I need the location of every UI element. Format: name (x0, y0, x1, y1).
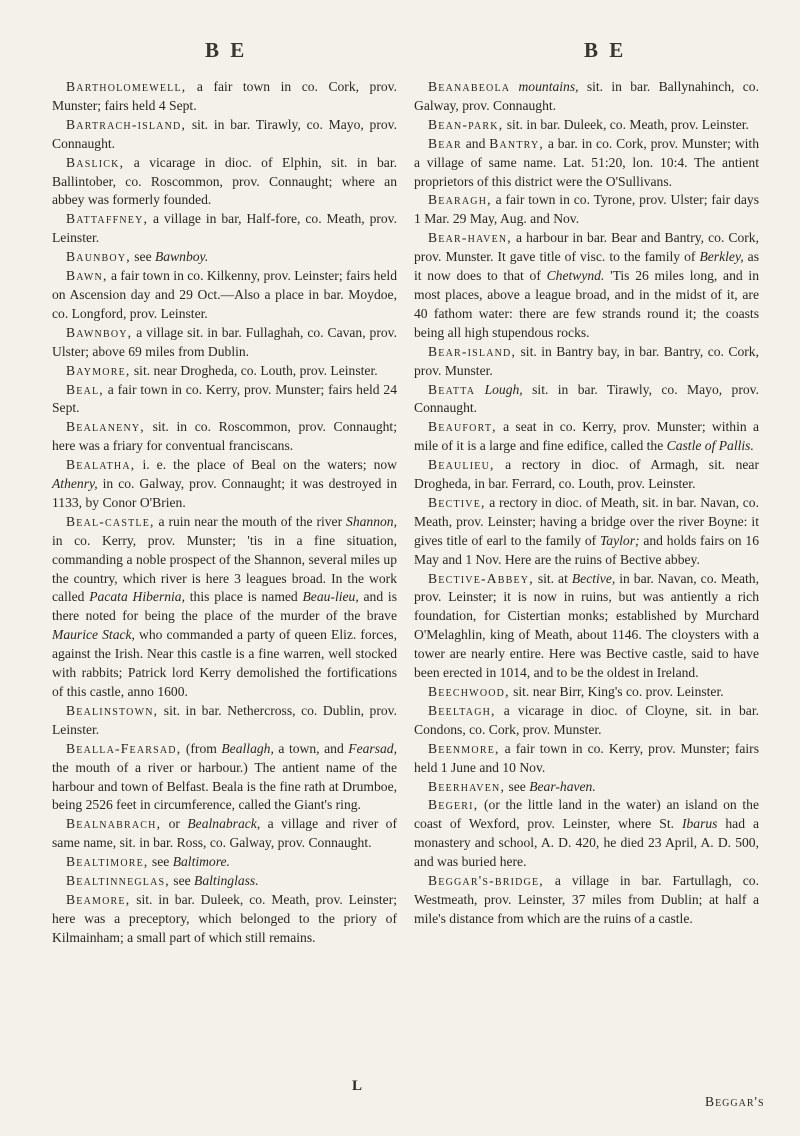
entry-text: a village sit. in bar. Fullaghah, co. Cavan, prov. Ulster; above 69 miles from Dublin. (52, 324, 397, 359)
entry-italic: Baltimore. (172, 854, 230, 870)
gazetteer-entry (414, 702, 759, 740)
entry-italic: Chetwynd. (546, 268, 605, 284)
gazetteer-entry (414, 740, 759, 778)
entry-text: (or the little land in the water) an island on the coast of Wexford, prov. Leinster, where St. (414, 797, 759, 832)
entry-text: a fair town in co. Kerry, prov. Munster; fairs held 24 Sept. (52, 381, 397, 416)
entry-italic: Berkley, (699, 249, 744, 265)
entry-text: in co. Galway, prov. Connaught; it was destroyed in 1133, by Conor O'Brien. (52, 476, 397, 510)
entry-headword: Beamore, (66, 891, 131, 907)
entry-headword: Beal-castle, (66, 513, 155, 529)
entry-italic: Lough, (484, 381, 523, 397)
entry-text: a rectory in dioc. of Meath, sit. in bar. Navan, co. Meath, prov. Leinster; having a bridge over the river Boyne: it gives title of earl to the family of (414, 494, 759, 548)
entry-italic: Pacata Hibernia, (89, 589, 185, 605)
entry-headword: Bawnboy, (66, 324, 133, 340)
entry-text: sit. in bar. Tirawly, co. Mayo, prov. Connaught. (52, 116, 397, 151)
entry-text: sit. in bar. Duleek, co. Meath, prov. Leinster; here was a preceptory, which belonged to the priory of Kilmainham; a small part of which still remains. (52, 891, 397, 945)
gazetteer-entry (52, 324, 397, 362)
entry-text: (from (181, 740, 222, 756)
entry-headword: Bealtimore, (66, 854, 149, 870)
entry-headword: Bartrach-island, (66, 116, 187, 132)
entry-text: a seat in co. Kerry, prov. Munster; within a mile of it is a large and fine edifice, called the (414, 419, 759, 454)
entry-headword: Bear-haven, (428, 230, 512, 246)
entry-italic: Baltinglass. (194, 873, 259, 889)
gazetteer-entry (52, 116, 397, 154)
entry-headword: Beanabeola (428, 79, 511, 94)
entry-text: a fair town in co. Tyrone, prov. Ulster; fair days 1 Mar. 29 May, Aug. and Nov. (414, 192, 759, 227)
gazetteer-entry (52, 210, 397, 248)
entry-headword: Battaffney, (66, 211, 149, 227)
entry-text: see (169, 873, 195, 889)
entry-text: sit. in bar. Tirawly, co. Mayo, prov. Connaught. (414, 381, 759, 416)
entry-text: i. e. the place of Beal on the waters; now (135, 457, 397, 473)
entry-headword: Baunboy, (66, 249, 131, 265)
entry-text: sit. in bar. Duleek, co. Meath, prov. Leinster. (503, 116, 749, 132)
entry-italic: Bealnabrack, (187, 816, 261, 832)
entry-headword: Bantry, (489, 135, 544, 151)
entry-headword: Beaufort, (428, 419, 497, 435)
gazetteer-entry (52, 853, 397, 872)
entry-text: see (505, 778, 530, 794)
entry-text: and is there noted for being the place of the murder of the brave (52, 589, 397, 624)
entry-headword: Begeri, (428, 797, 479, 813)
gazetteer-entry (414, 570, 759, 683)
entry-text: in bar. Navan, co. Meath, prov. Leinster; it is now in ruins, but was antiently a rich foundation, for Cistertian monks; established by Murchard O'Melaghlin, king of Meath, about 1146. The cloysters with a tower are nearly entire. Here was Bective castle, said to have been erected in 1014, and to be the oldest in Ireland. (414, 570, 760, 681)
gazetteer-entry (52, 78, 397, 116)
entry-text: a fair town in co. Kilkenny, prov. Leinster; fairs held on Ascension day and 29 Oct.—Also a place in bar. Moydoe, co. Longford, prov. Leinster. (52, 268, 397, 321)
entry-italic: Athenry, (52, 476, 98, 492)
entry-italic: Bective, (571, 570, 616, 586)
entry-headword: Beggar's-bridge, (428, 873, 544, 889)
entry-text: the mouth of a river or harbour.) The antient name of the harbour and town of Belfast. Beala is the fine rath at Drumboe, being 2526 feet in circumference, called the Giant's ring. (52, 759, 397, 813)
entry-headword: Bealatha, (66, 457, 136, 473)
gazetteer-entry (414, 343, 759, 381)
entry-text: sit. in co. Roscommon, prov. Connaught; here was a friary for conventual franciscans. (52, 419, 397, 454)
entry-text: as it now does to that of (414, 249, 759, 284)
entry-headword: Beerhaven, (428, 778, 506, 794)
gazetteer-entry (52, 248, 397, 267)
entry-text: sit. near Drogheda, co. Louth, prov. Leinster. (130, 362, 378, 378)
entry-text: a rectory in dioc. of Armagh, sit. near Drogheda, in bar. Ferrard, co. Louth, prov. Leinster. (414, 457, 759, 492)
entry-headword: Baslick, (66, 154, 125, 170)
entry-headword: Bean-park, (428, 116, 504, 132)
gazetteer-entry (414, 191, 759, 229)
entry-text: a vicarage in dioc. of Elphin, sit. in bar. Ballintober, co. Roscommon, prov. Connaught; where an abbey was formerly founded. (52, 154, 397, 208)
catchword: Beggar's (705, 1094, 765, 1109)
entry-italic: Fearsad, (348, 740, 398, 756)
entry-text: sit. in Bantry bay, in bar. Bantry, co. Cork, prov. Munster. (414, 343, 759, 378)
entry-italic: mountains, (518, 79, 579, 94)
entry-text (475, 382, 484, 397)
entry-text: had a monastery and school, A. D. 420, he died 23 April, A. D. 500, and was buried here. (414, 816, 759, 870)
entry-text: and holds fairs on 16 May and 1 Nov. Here are the ruins of Bective abbey. (414, 532, 759, 567)
gazetteer-entry (52, 381, 397, 419)
entry-text: sit. in bar. Ballynahinch, co. Galway, prov. Connaught. (414, 79, 759, 113)
entry-headword: Bawn, (66, 268, 108, 284)
entry-text: sit. at (533, 570, 572, 586)
entry-italic: Castle of Pallis. (666, 438, 754, 454)
entry-italic: Maurice Stack, (52, 627, 135, 643)
entry-headword: Beatta (428, 381, 476, 397)
entry-italic: Ibarus (681, 816, 718, 832)
gazetteer-entry (414, 78, 759, 116)
entry-text: or (161, 816, 188, 832)
entry-italic: Bawnboy. (155, 249, 209, 265)
entry-headword: Bear (428, 135, 462, 151)
gazetteer-entry (52, 154, 397, 211)
entry-text: a village and river of same name, sit. in bar. Ross, co. Galway, prov. Connaught. (52, 816, 397, 851)
gazetteer-entry (414, 229, 759, 342)
entry-headword: Bealnabrach, (66, 816, 162, 832)
gazetteer-entry (52, 418, 397, 456)
entry-text: a village in bar, Half-fore, co. Meath, prov. Leinster. (52, 211, 397, 246)
entry-headword: Bartholomewell, (66, 79, 187, 94)
entry-text: a town, and (273, 740, 349, 756)
signature-mark: L (352, 1078, 363, 1094)
entry-headword: Beenmore, (428, 740, 500, 756)
entry-headword: Baymore, (66, 362, 131, 378)
gazetteer-entry (414, 381, 759, 419)
gazetteer-entry (414, 796, 759, 872)
gazetteer-entry (414, 456, 759, 494)
entry-text: 'Tis 26 miles long, and in most places, above a league broad, and in the midst of it, are 40 fathom water: there are few strands round it; the coasts being all high stupendous rocks. (414, 268, 759, 340)
entry-italic: Bear-haven. (529, 778, 596, 794)
entry-text: in co. Kerry, prov. Munster; 'tis in a fine situation, commanding a noble prospect of the Shannon, several miles up the country, which river is here 3 leagues broad. In the work called (52, 532, 397, 605)
left-column (52, 78, 397, 948)
gazetteer-entry (52, 702, 397, 740)
gazetteer-entry (414, 683, 759, 702)
gazetteer-entry (52, 872, 397, 891)
entry-headword: Bective-Abbey, (428, 570, 534, 586)
entry-headword: Beal, (66, 381, 104, 397)
entry-headword: Bear-island, (428, 343, 517, 359)
entry-italic: Shannon, (346, 513, 397, 529)
entry-text: a ruin near the mouth of the river (154, 513, 347, 529)
entry-text: sit. near Birr, King's co. prov. Leinster. (509, 684, 724, 699)
gazetteer-entry (52, 815, 397, 853)
right-column (414, 78, 759, 929)
gazetteer-entry (52, 362, 397, 381)
entry-headword: Beaulieu, (428, 457, 495, 473)
gazetteer-entry (414, 116, 759, 135)
gazetteer-entry (52, 891, 397, 948)
entry-italic: Beau-lieu, (302, 589, 359, 605)
entry-text: see (148, 854, 173, 870)
entry-text: a bar. in co. Cork, prov. Munster; with a village of same name. Lat. 51:20, lon. 10:4. The antient proprietors of this district were the O'Sullivans. (414, 135, 759, 189)
gazetteer-entry (414, 778, 759, 797)
entry-text: a harbour in bar. Bear and Bantry, co. Cork, prov. Munster. It gave title of visc. to the family of (414, 230, 759, 265)
running-head-left: B E (205, 38, 248, 62)
entry-headword: Beeltagh, (428, 702, 496, 718)
entry-headword: Bealaneny, (66, 419, 145, 435)
entry-text: sit. in bar. Nethercross, co. Dublin, prov. Leinster. (52, 702, 397, 737)
gazetteer-entry (52, 267, 397, 324)
gazetteer-entry (52, 740, 397, 816)
running-head-right: B E (584, 38, 627, 62)
entry-headword: Bealinstown, (66, 702, 159, 718)
entry-italic: Taylor; (599, 532, 640, 548)
entry-headword: Beechwood, (428, 684, 510, 699)
gazetteer-entry (52, 513, 397, 702)
entry-headword: Bealtinneglas, (66, 873, 170, 889)
entry-headword: Bealla-Fearsad, (66, 740, 182, 756)
entry-text: see (130, 249, 155, 265)
gazetteer-entry (414, 872, 759, 929)
entry-text: a village in bar. Fartullagh, co. Westmeath, prov. Leinster, 37 miles from Dublin; at half a mile's distance from which are the ruins of a castle. (414, 873, 759, 926)
gazetteer-entry (414, 135, 759, 192)
entry-text: who commanded a party of queen Eliz. forces, against the Irish. Near this castle is a fine warren, well stocked with rabbits; Patrick lord Kerry demolished the fortifications of this castle, anno 1600. (52, 627, 397, 699)
gazetteer-entry (414, 494, 759, 570)
gazetteer-entry (52, 456, 397, 513)
entry-italic: Beallagh, (221, 740, 274, 756)
entry-text: this place is named (185, 589, 303, 605)
gazetteer-entry (414, 418, 759, 456)
entry-headword: Bective, (428, 494, 486, 510)
entry-text: a fair town in co. Cork, prov. Munster; fairs held 4 Sept. (52, 79, 397, 113)
entry-text: a fair town in co. Kerry, prov. Munster; fairs held 1 June and 10 Nov. (414, 740, 759, 775)
entry-text: a vicarage in dioc. of Cloyne, sit. in bar. Condons, co. Cork, prov. Munster. (414, 702, 759, 737)
entry-headword: Bearagh, (428, 192, 492, 208)
entry-text: and (461, 135, 490, 151)
